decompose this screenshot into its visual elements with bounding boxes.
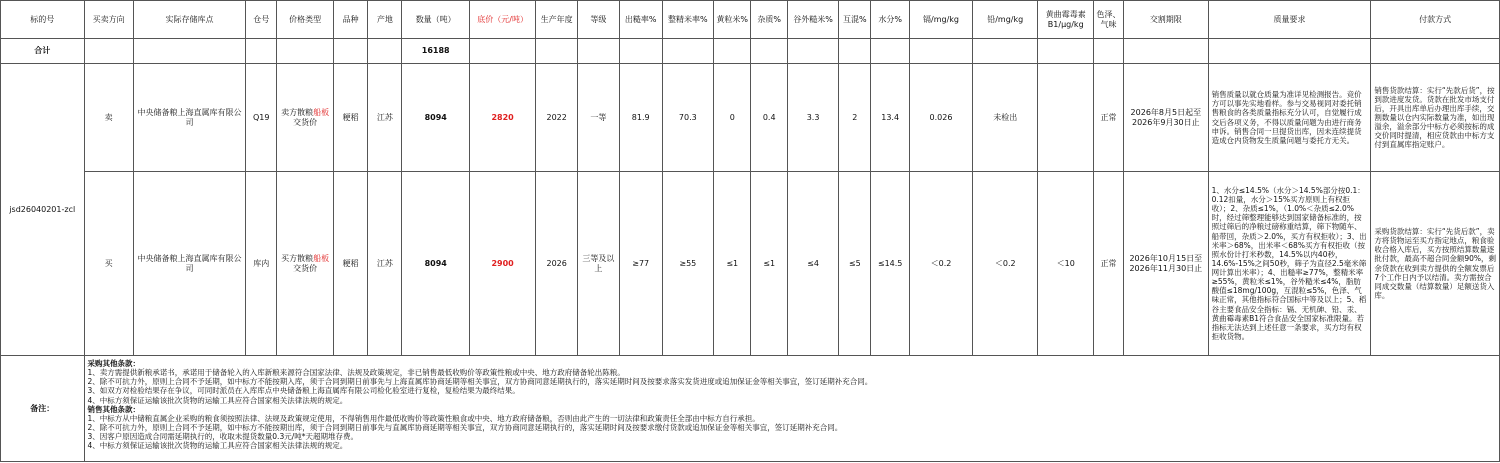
husked-cell: ≤4 — [787, 172, 838, 356]
table-row — [1, 172, 1500, 356]
col-header-yield: 出糙率% — [619, 1, 662, 39]
qty-cell: 8094 — [402, 64, 469, 172]
purchase-terms-title: 采购其他条款： — [87, 359, 141, 368]
header-row — [1, 1, 1500, 39]
base-price-cell: 2820 — [469, 64, 535, 172]
col-header-qty: 数量（吨） — [402, 1, 469, 39]
warehouse-cell: 库内 — [246, 172, 277, 356]
base-price-cell: 2900 — [469, 172, 535, 356]
purchase-term: 3、如双方对检验结果存在争议，可同时派员在入库库点中央储备粮上海直属库有限公司检化验室进行复检，复检结果为最终结果。 — [87, 386, 520, 396]
sales-term: 1、中标方从中储粮直属企业采购的粮食须按照法律、法规及政策规定使用，不得销售用作最低收购价等政策性粮食或中央、地方政府储备粮，否则由此产生的一切法律和政策责任全部由中标方自行承担。 — [87, 413, 760, 423]
col-header-payment: 付款方式 — [1371, 1, 1500, 39]
col-header-variety: 品种 — [333, 1, 367, 39]
yield-cell: ≥77 — [619, 172, 662, 356]
color-smell-cell: 正常 — [1094, 172, 1124, 356]
direction-cell: 卖 — [84, 64, 133, 172]
col-header-year: 生产年度 — [536, 1, 578, 39]
origin-cell: 江苏 — [368, 64, 402, 172]
yield-cell: 81.9 — [619, 64, 662, 172]
grade-cell: 一等 — [578, 64, 620, 172]
payment-cell: 采购货款结算：实行“先货后款”，卖方将货物运至买方指定地点，粮食验收合格入库后，买方按照结算数量逐批付款，最高不超合同金额90%，剩余货款在收到卖方提供的全额发票后7个工作日内予以结清。卖方需按合同成交数量（结算数量）足额送货入库。 — [1371, 172, 1500, 356]
col-header-lead: 铅/mg/kg — [973, 1, 1038, 39]
husked-cell: 3.3 — [787, 64, 838, 172]
warehouse-cell: Q19 — [246, 64, 277, 172]
sales-term: 2、除不可抗力外，原则上合同不予延期，如中标方不能按期出库，须于合同到期日前事先与直属库协商延期等相关事宜，双方协商同意延期执行的，落实延期时间及按要求缴付货款或追加保证金等相关事宜，签订延期补充合同。 — [87, 422, 843, 432]
quality-cell: 销售质量以就仓质量为准详见检测报告。竞价方可以事先实地看样。参与交易视同对委托销售粮食的各类质量指标充分认可，自觉履行成交后各项义务，不得以质量问题为由进行商务申诉。销售合同一旦提货出库，因未连续提货造成仓内货物发生质量问题与委托方无关。 — [1208, 64, 1371, 172]
direction-cell: 买 — [84, 172, 133, 356]
col-header-color-smell: 色泽、气味 — [1094, 1, 1124, 39]
location-cell: 中央储备粮上海直属库有限公司 — [133, 64, 245, 172]
col-header-husked: 谷外糙米% — [787, 1, 838, 39]
moisture-cell: ≤14.5 — [871, 172, 910, 356]
sales-terms-title: 销售其他条款： — [87, 404, 141, 414]
total-label: 合计 — [1, 39, 85, 64]
lot-code: jsd26040201-zcl — [1, 64, 85, 356]
moisture-cell: 13.4 — [871, 64, 910, 172]
aflatoxin-cell — [1038, 64, 1094, 172]
sales-term: 4、中标方须保证运输该批次货物的运输工具应符合国家相关法律法规的规定。 — [87, 441, 348, 451]
notes-label: 备注： — [1, 356, 85, 462]
year-cell: 2022 — [536, 64, 578, 172]
col-header-cadmium: 镉/mg/kg — [909, 1, 972, 39]
variety-cell: 粳稻 — [333, 64, 367, 172]
payment-cell: 销售货款结算：实行“先款后货”，按到款进度发货。货款在批发市场支付后，开具出库单后办理出库手续，交割数量以仓内实际数量为准，如出现溢余，溢余部分中标方必须按标的成交价同时提清，相应货款由中标方支付到直属库指定账户。 — [1371, 64, 1500, 172]
lead-cell: 未检出 — [973, 64, 1038, 172]
impurity-cell: ≤1 — [751, 172, 787, 356]
col-header-quality: 质量要求 — [1208, 1, 1371, 39]
col-header-aflatoxin: 黄曲霉毒素B1/μg/kg — [1038, 1, 1094, 39]
purchase-term: 4、中标方须保证运输该批次货物的运输工具应符合国家相关法律法规的规定。 — [87, 395, 348, 405]
quality-cell: 1、水分≤14.5%（水分＞14.5%部分按0.1：0.12扣量，水分＞15%买方原则上有权拒收）；2、杂质≤1%，（1.0%＜杂质≤2.0%时，经过筛整理能够达到国家储备标准的，按照过筛后的净粮过磅称重结算，筛下物随车、船带回，杂质＞2.0%，买方有权拒收）；3、出米率＞68%，出米率＜68%买方有权拒收（按照水份计打米秒数，14.5%以内40秒，14.6%-15%之间50秒，筛子为直径2.5毫米筛网计算出米率）；4、出糙率≥77%，整精米率≥55%，黄粒米≤1%，谷外糙米≤4%，脂肪酸值≤18mg/100g，互混粒≤5%，色泽、气味正常，其他指标符合国标中等及以上；5、稻谷主要食品安全指标：镉、无机砷、铅、汞、黄曲霉毒素B1符合食品安全国家标准限量。若指标无法达到上述任意一条要求，买方均有权拒收货物。 — [1208, 172, 1371, 356]
origin-cell: 江苏 — [368, 172, 402, 356]
color-smell-cell: 正常 — [1094, 64, 1124, 172]
col-header-grade: 等级 — [578, 1, 620, 39]
price-type-cell: 买方散粮船板交货价 — [277, 172, 334, 356]
ship-board-highlight: 船板 — [313, 253, 330, 263]
impurity-cell: 0.4 — [751, 64, 787, 172]
total-row — [1, 39, 1500, 64]
aflatoxin-cell: ＜10 — [1038, 172, 1094, 356]
ship-board-highlight: 船板 — [313, 107, 330, 117]
yellow-cell: ≤1 — [714, 172, 751, 356]
grade-cell: 三等及以上 — [578, 172, 620, 356]
notes-content — [84, 356, 1499, 462]
price-type-cell: 卖方散粮船板交货价 — [277, 64, 334, 172]
sales-term: 3、因客户原因造成合同需延期执行的，收取未提货数量0.3元/吨*天超期堆存费。 — [87, 432, 358, 442]
lead-cell: ＜0.2 — [973, 172, 1038, 356]
purchase-term: 2、除不可抗力外，原则上合同不予延期，如中标方不能按期入库，须于合同到期日前事先与上海直属库协商延期等相关事宜，双方协商同意延期执行的，落实延期时间及按要求落实发货进度或追加保证金等相关事宜，签订延期补充合同。 — [87, 377, 873, 387]
col-header-direction: 买卖方向 — [84, 1, 133, 39]
location-cell: 中央储备粮上海直属库有限公司 — [133, 172, 245, 356]
col-header-mixed: 互混% — [839, 1, 871, 39]
notes-row — [1, 356, 1500, 462]
yellow-cell: 0 — [714, 64, 751, 172]
whole-rice-cell: 70.3 — [662, 64, 713, 172]
col-header-code: 标的号 — [1, 1, 85, 39]
purchase-term: 1、卖方需提供新粮承诺书，承诺用于储备轮入的入库新粮来源符合国家法律、法规及政策规定，非已销售最低收购价等政策性粮或中央、地方政府储备轮出陈粮。 — [87, 368, 625, 378]
col-header-price-type: 价格类型 — [277, 1, 334, 39]
col-header-base-price: 底价（元/吨） — [469, 1, 535, 39]
delivery-cell: 2026年8月5日起至2026年9月30日止 — [1124, 64, 1209, 172]
col-header-location: 实际存储库点 — [133, 1, 245, 39]
mixed-cell: 2 — [839, 64, 871, 172]
col-header-delivery: 交割期限 — [1124, 1, 1209, 39]
cadmium-cell: ＜0.2 — [909, 172, 972, 356]
col-header-yellow: 黄粒米% — [714, 1, 751, 39]
year-cell: 2026 — [536, 172, 578, 356]
whole-rice-cell: ≥55 — [662, 172, 713, 356]
variety-cell: 粳稻 — [333, 172, 367, 356]
col-header-impurity: 杂质% — [751, 1, 787, 39]
col-header-origin: 产地 — [368, 1, 402, 39]
qty-cell: 8094 — [402, 172, 469, 356]
delivery-cell: 2026年10月15日至2026年11月30日止 — [1124, 172, 1209, 356]
table-row — [1, 64, 1500, 172]
cadmium-cell: 0.026 — [909, 64, 972, 172]
total-qty: 16188 — [402, 39, 469, 64]
mixed-cell: ≤5 — [839, 172, 871, 356]
col-header-moisture: 水分% — [871, 1, 910, 39]
col-header-warehouse: 仓号 — [246, 1, 277, 39]
col-header-whole-rice: 整精米率% — [662, 1, 713, 39]
